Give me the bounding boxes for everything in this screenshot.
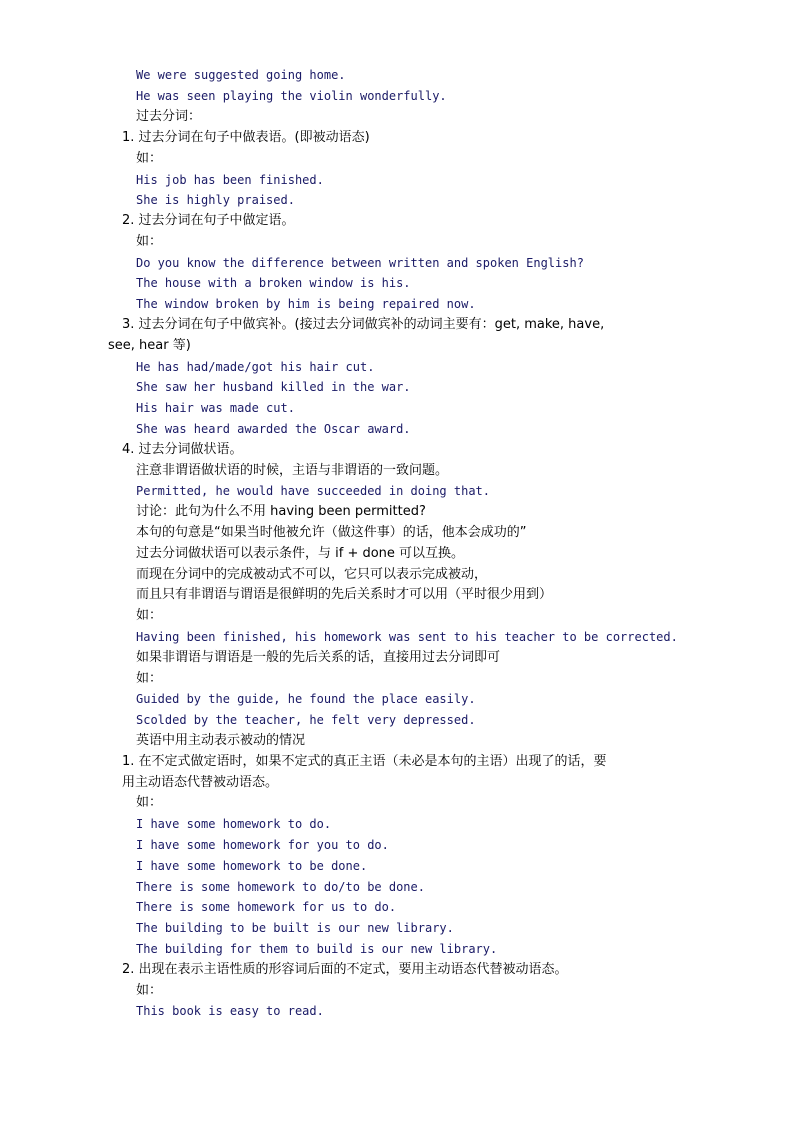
example-label: 如：	[136, 234, 163, 249]
example-sentence: His hair was made cut.	[136, 401, 295, 415]
example-label: 如：	[136, 151, 163, 166]
example-sentence: Having been finished, his homework was sent to his teacher to be corrected.	[136, 630, 678, 644]
note-text: 讨论：此句为什么不用 having been permitted?	[136, 504, 426, 519]
example-sentence: She was heard awarded the Oscar award.	[136, 422, 411, 436]
example-sentence: The window broken by him is being repaired now.	[136, 297, 476, 311]
note-text: 注意非谓语做状语的时候，主语与非谓语的一致问题。	[136, 463, 449, 478]
numbered-item: 1. 过去分词在句子中做表语。(即被动语态)	[122, 130, 370, 145]
example-sentence: There is some homework for us to do.	[136, 900, 397, 914]
numbered-item: 3. 过去分词在句子中做宾补。(接过去分词做宾补的动词主要有：get, make, have,	[122, 317, 605, 332]
numbered-item: 2. 过去分词在句子中做定语。	[122, 213, 295, 228]
numbered-item-continuation: 用主动语态代替被动语态。	[122, 775, 279, 790]
example-sentence: He was seen playing the violin wonderfully.	[136, 89, 447, 103]
note-text: 而现在分词中的完成被动式不可以，它只可以表示完成被动，	[136, 567, 488, 582]
example-sentence: The building to be built is our new library.	[136, 921, 454, 935]
note-text: 如果非谓语与谓语是一般的先后关系的话，直接用过去分词即可	[136, 650, 501, 665]
example-sentence: The house with a broken window is his.	[136, 276, 411, 290]
section-heading: 英语中用主动表示被动的情况	[136, 733, 306, 748]
note-text: 本句的句意是“如果当时他被允许（做这件事）的话，他本会成功的”	[136, 525, 527, 540]
example-sentence: I have some homework to be done.	[136, 859, 368, 873]
example-sentence: We were suggested going home.	[136, 68, 346, 82]
numbered-item: 4. 过去分词做状语。	[122, 442, 243, 457]
note-text: 而且只有非谓语与谓语是很鲜明的先后关系时才可以用（平时很少用到）	[136, 587, 553, 602]
numbered-item: 2. 出现在表示主语性质的形容词后面的不定式，要用主动语态代替被动语态。	[122, 962, 568, 977]
example-sentence: Guided by the guide, he found the place easily.	[136, 692, 476, 706]
example-sentence: The building for them to build is our new library.	[136, 942, 498, 956]
example-label: 如：	[136, 671, 163, 686]
example-sentence: He has had/made/got his hair cut.	[136, 360, 375, 374]
example-sentence: She saw her husband killed in the war.	[136, 380, 411, 394]
example-sentence: His job has been finished.	[136, 173, 324, 187]
example-sentence: I have some homework for you to do.	[136, 838, 389, 852]
example-sentence: I have some homework to do.	[136, 817, 332, 831]
numbered-item: 1. 在不定式做定语时，如果不定式的真正主语（未必是本句的主语）出现了的话，要	[122, 754, 607, 769]
section-heading: 过去分词：	[136, 109, 202, 124]
example-sentence: Permitted, he would have succeeded in doing that.	[136, 484, 491, 498]
example-label: 如：	[136, 795, 163, 810]
example-sentence: There is some homework to do/to be done.	[136, 880, 425, 894]
example-label: 如：	[136, 983, 163, 998]
example-sentence: Scolded by the teacher, he felt very depressed.	[136, 713, 476, 727]
example-sentence: Do you know the difference between written and spoken English?	[136, 256, 584, 270]
note-text: 过去分词做状语可以表示条件，与 if + done 可以互换。	[136, 546, 465, 561]
example-sentence: This book is easy to read.	[136, 1004, 324, 1018]
example-label: 如：	[136, 608, 163, 623]
example-sentence: She is highly praised.	[136, 193, 295, 207]
numbered-item-continuation: see, hear 等)	[108, 338, 191, 353]
